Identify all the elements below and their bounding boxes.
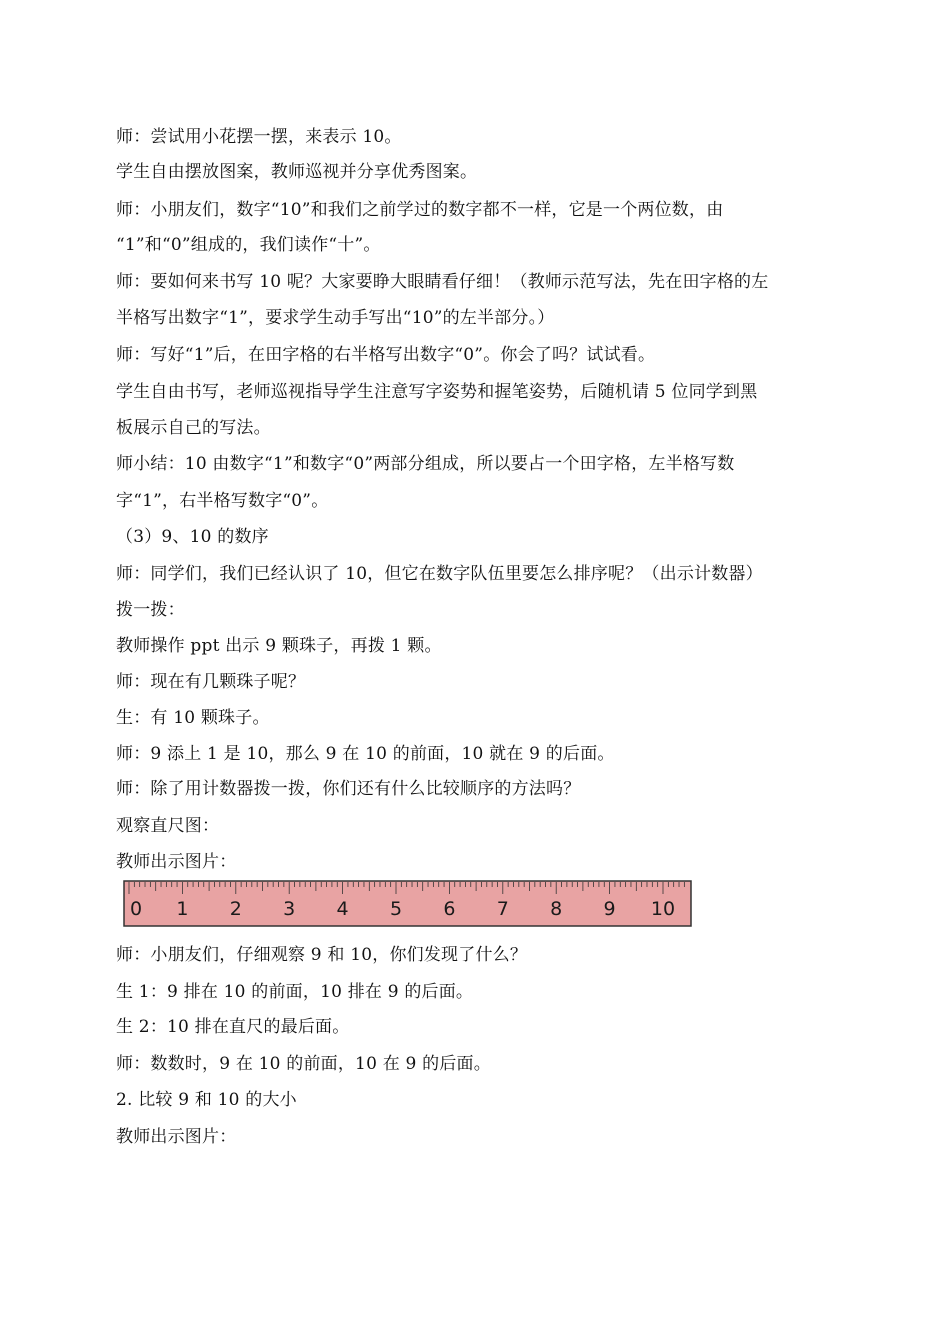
ruler-figure <box>123 880 692 927</box>
paragraph-line: 学生自由摆放图案，教师巡视并分享优秀图案。 <box>116 162 478 182</box>
ruler-label: 2 <box>229 898 242 920</box>
ruler-label: 7 <box>496 898 509 920</box>
section-heading: （3）9、10 的数序 <box>116 527 269 547</box>
ruler-label: 0 <box>130 898 143 920</box>
paragraph-line: 教师出示图片： <box>116 852 237 872</box>
paragraph-line: 师小结：10 由数字“1”和数字“0”两部分组成，所以要占一个田字格，左半格写数 <box>116 454 735 474</box>
paragraph-line: 生：有 10 颗珠子。 <box>116 708 270 728</box>
paragraph-line: 师：除了用计数器拨一拨，你们还有什么比较顺序的方法吗？ <box>116 779 581 799</box>
paragraph-line: 拨一拨： <box>116 600 185 620</box>
paragraph-line: 板展示自己的写法。 <box>116 418 271 438</box>
paragraph-line: 师：小朋友们，数字“10”和我们之前学过的数字都不一样，它是一个两位数，由 <box>116 200 724 220</box>
ruler-label: 10 <box>650 898 676 920</box>
paragraph-line: 师：同学们，我们已经认识了 10，但它在数字队伍里要怎么排序呢？（出示计数器） <box>116 564 763 584</box>
ruler-image <box>123 880 692 927</box>
paragraph-line: 观察直尺图： <box>116 816 220 836</box>
paragraph-line: 师：写好“1”后，在田字格的右半格写出数字“0”。你会了吗？试试看。 <box>116 345 656 365</box>
ruler-label: 3 <box>283 898 296 920</box>
paragraph-line: 教师操作 ppt 出示 9 颗珠子，再拨 1 颗。 <box>116 636 442 656</box>
paragraph-line: 半格写出数字“1”，要求学生动手写出“10”的左半部分。） <box>116 308 555 328</box>
paragraph-line: 师：9 添上 1 是 10，那么 9 在 10 的前面，10 就在 9 的后面。 <box>116 744 615 764</box>
paragraph-line: 师：小朋友们，仔细观察 9 和 10，你们发现了什么？ <box>116 945 528 965</box>
paragraph-line: 师：现在有几颗珠子呢？ <box>116 672 306 692</box>
ruler-label: 5 <box>389 898 403 920</box>
paragraph-line: 师：尝试用小花摆一摆，来表示 10。 <box>116 127 402 147</box>
ruler-label: 9 <box>603 898 616 920</box>
paragraph-line: 生 1：9 排在 10 的前面，10 排在 9 的后面。 <box>116 982 474 1002</box>
paragraph-line: 学生自由书写，老师巡视指导学生注意写字姿势和握笔姿势，后随机请 5 位同学到黑 <box>116 382 758 402</box>
paragraph-line: 生 2：10 排在直尺的最后面。 <box>116 1017 350 1037</box>
paragraph-line: 师：要如何来书写 10 呢？大家要睁大眼睛看仔细！（教师示范写法，先在田字格的左 <box>116 272 769 292</box>
ruler-label: 6 <box>443 898 456 920</box>
paragraph-line: 字“1”，右半格写数字“0”。 <box>116 491 329 511</box>
paragraph-line: “1”和“0”组成的，我们读作“十”。 <box>116 235 381 255</box>
ruler-label: 1 <box>176 898 189 920</box>
ruler-label: 8 <box>550 898 563 920</box>
paragraph-line: 师：数数时，9 在 10 的前面，10 在 9 的后面。 <box>116 1054 491 1074</box>
section-heading: 2. 比较 9 和 10 的大小 <box>116 1090 297 1110</box>
ruler-label: 4 <box>336 898 349 920</box>
paragraph-line: 教师出示图片： <box>116 1127 237 1147</box>
